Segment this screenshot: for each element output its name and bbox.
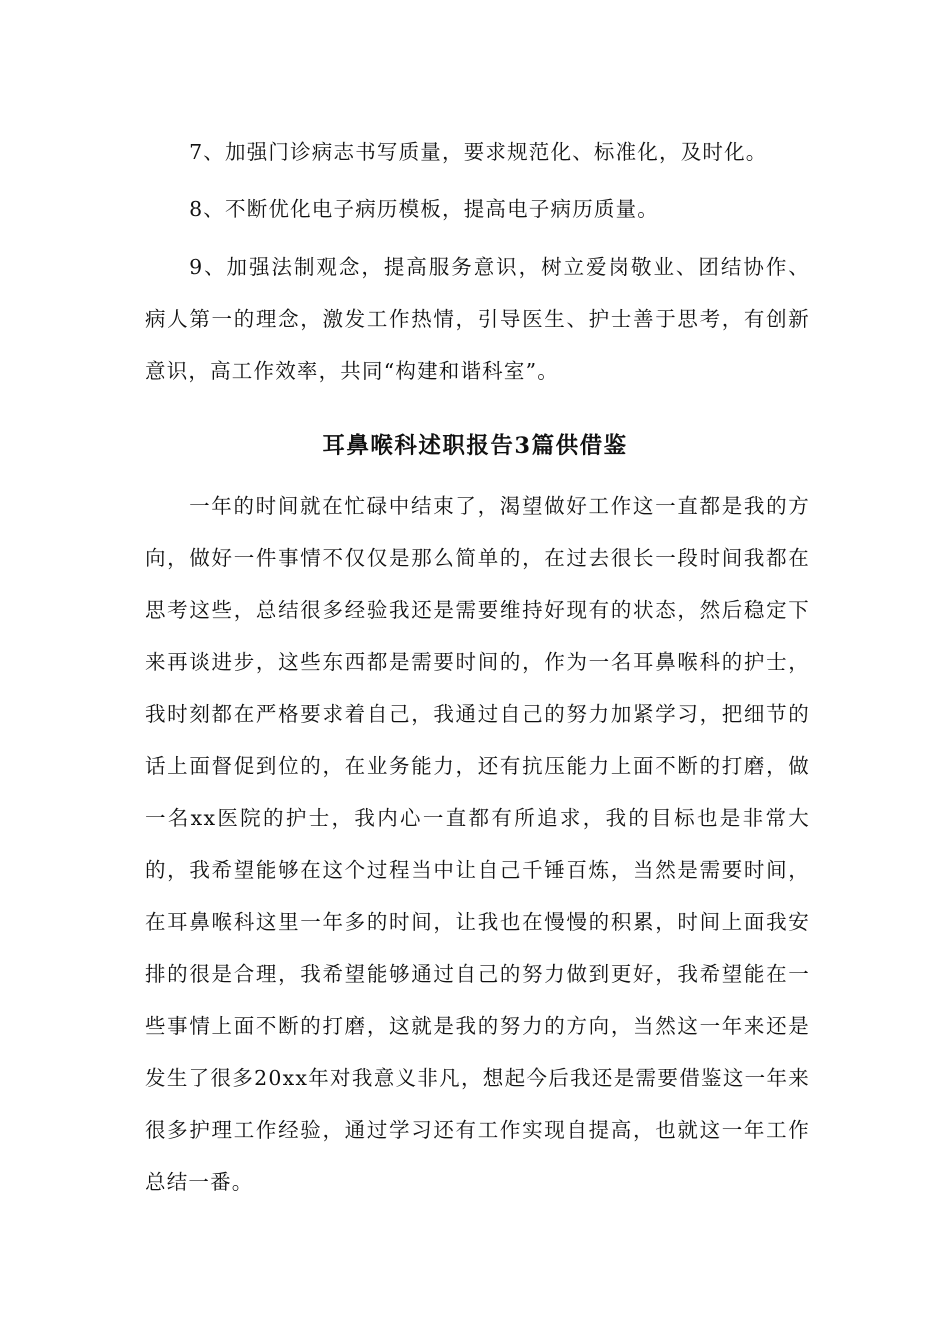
body-paragraph: 一年的时间就在忙碌中结束了，渴望做好工作这一直都是我的方向，做好一件事情不仅仅是那么简单的，在过去很长一段时间我都在思考这些，总结很多经验我还是需要维持好现有的状态，然后稳定下来再谈进步，这些东西都是需要时间的，作为一名耳鼻喉科的护士，我时刻都在严格要求着自己，我通过自己的努力加紧学习，把细节的话上面督促到位的，在业务能力，还有抗压能力上面不断的打磨，做一名xx医院的护士，我内心一直都有所追求，我的目标也是非常大的，我希望能够在这个过程当中让自己千锤百炼，当然是需要时间，在耳鼻喉科这里一年多的时间，让我也在慢慢的积累，时间上面我安排的很是合理，我希望能够通过自己的努力做到更好，我希望能在一些事情上面不断的打磨，这就是我的努力的方向，当然这一年来还是发生了很多20xx年对我意义非凡，想起今后我还是需要借鉴这一年来很多护理工作经验，通过学习还有工作实现自提高，也就这一年工作总结一番。 [145, 494, 810, 1194]
list-item-7: 7、加强门诊病志书写质量，要求规范化、标准化，及时化。 [189, 140, 768, 164]
list-item-8: 8、不断优化电子病历模板，提高电子病历质量。 [189, 197, 660, 221]
list-item-9: 9、加强法制观念，提高服务意识，树立爱岗敬业、团结协作、病人第一的理念，激发工作热情，引导医生、护士善于思考，有创新意识，高工作效率，共同“构建和谐科室”。 [145, 255, 810, 383]
section-title: 耳鼻喉科述职报告3篇供借鉴 [322, 433, 628, 459]
